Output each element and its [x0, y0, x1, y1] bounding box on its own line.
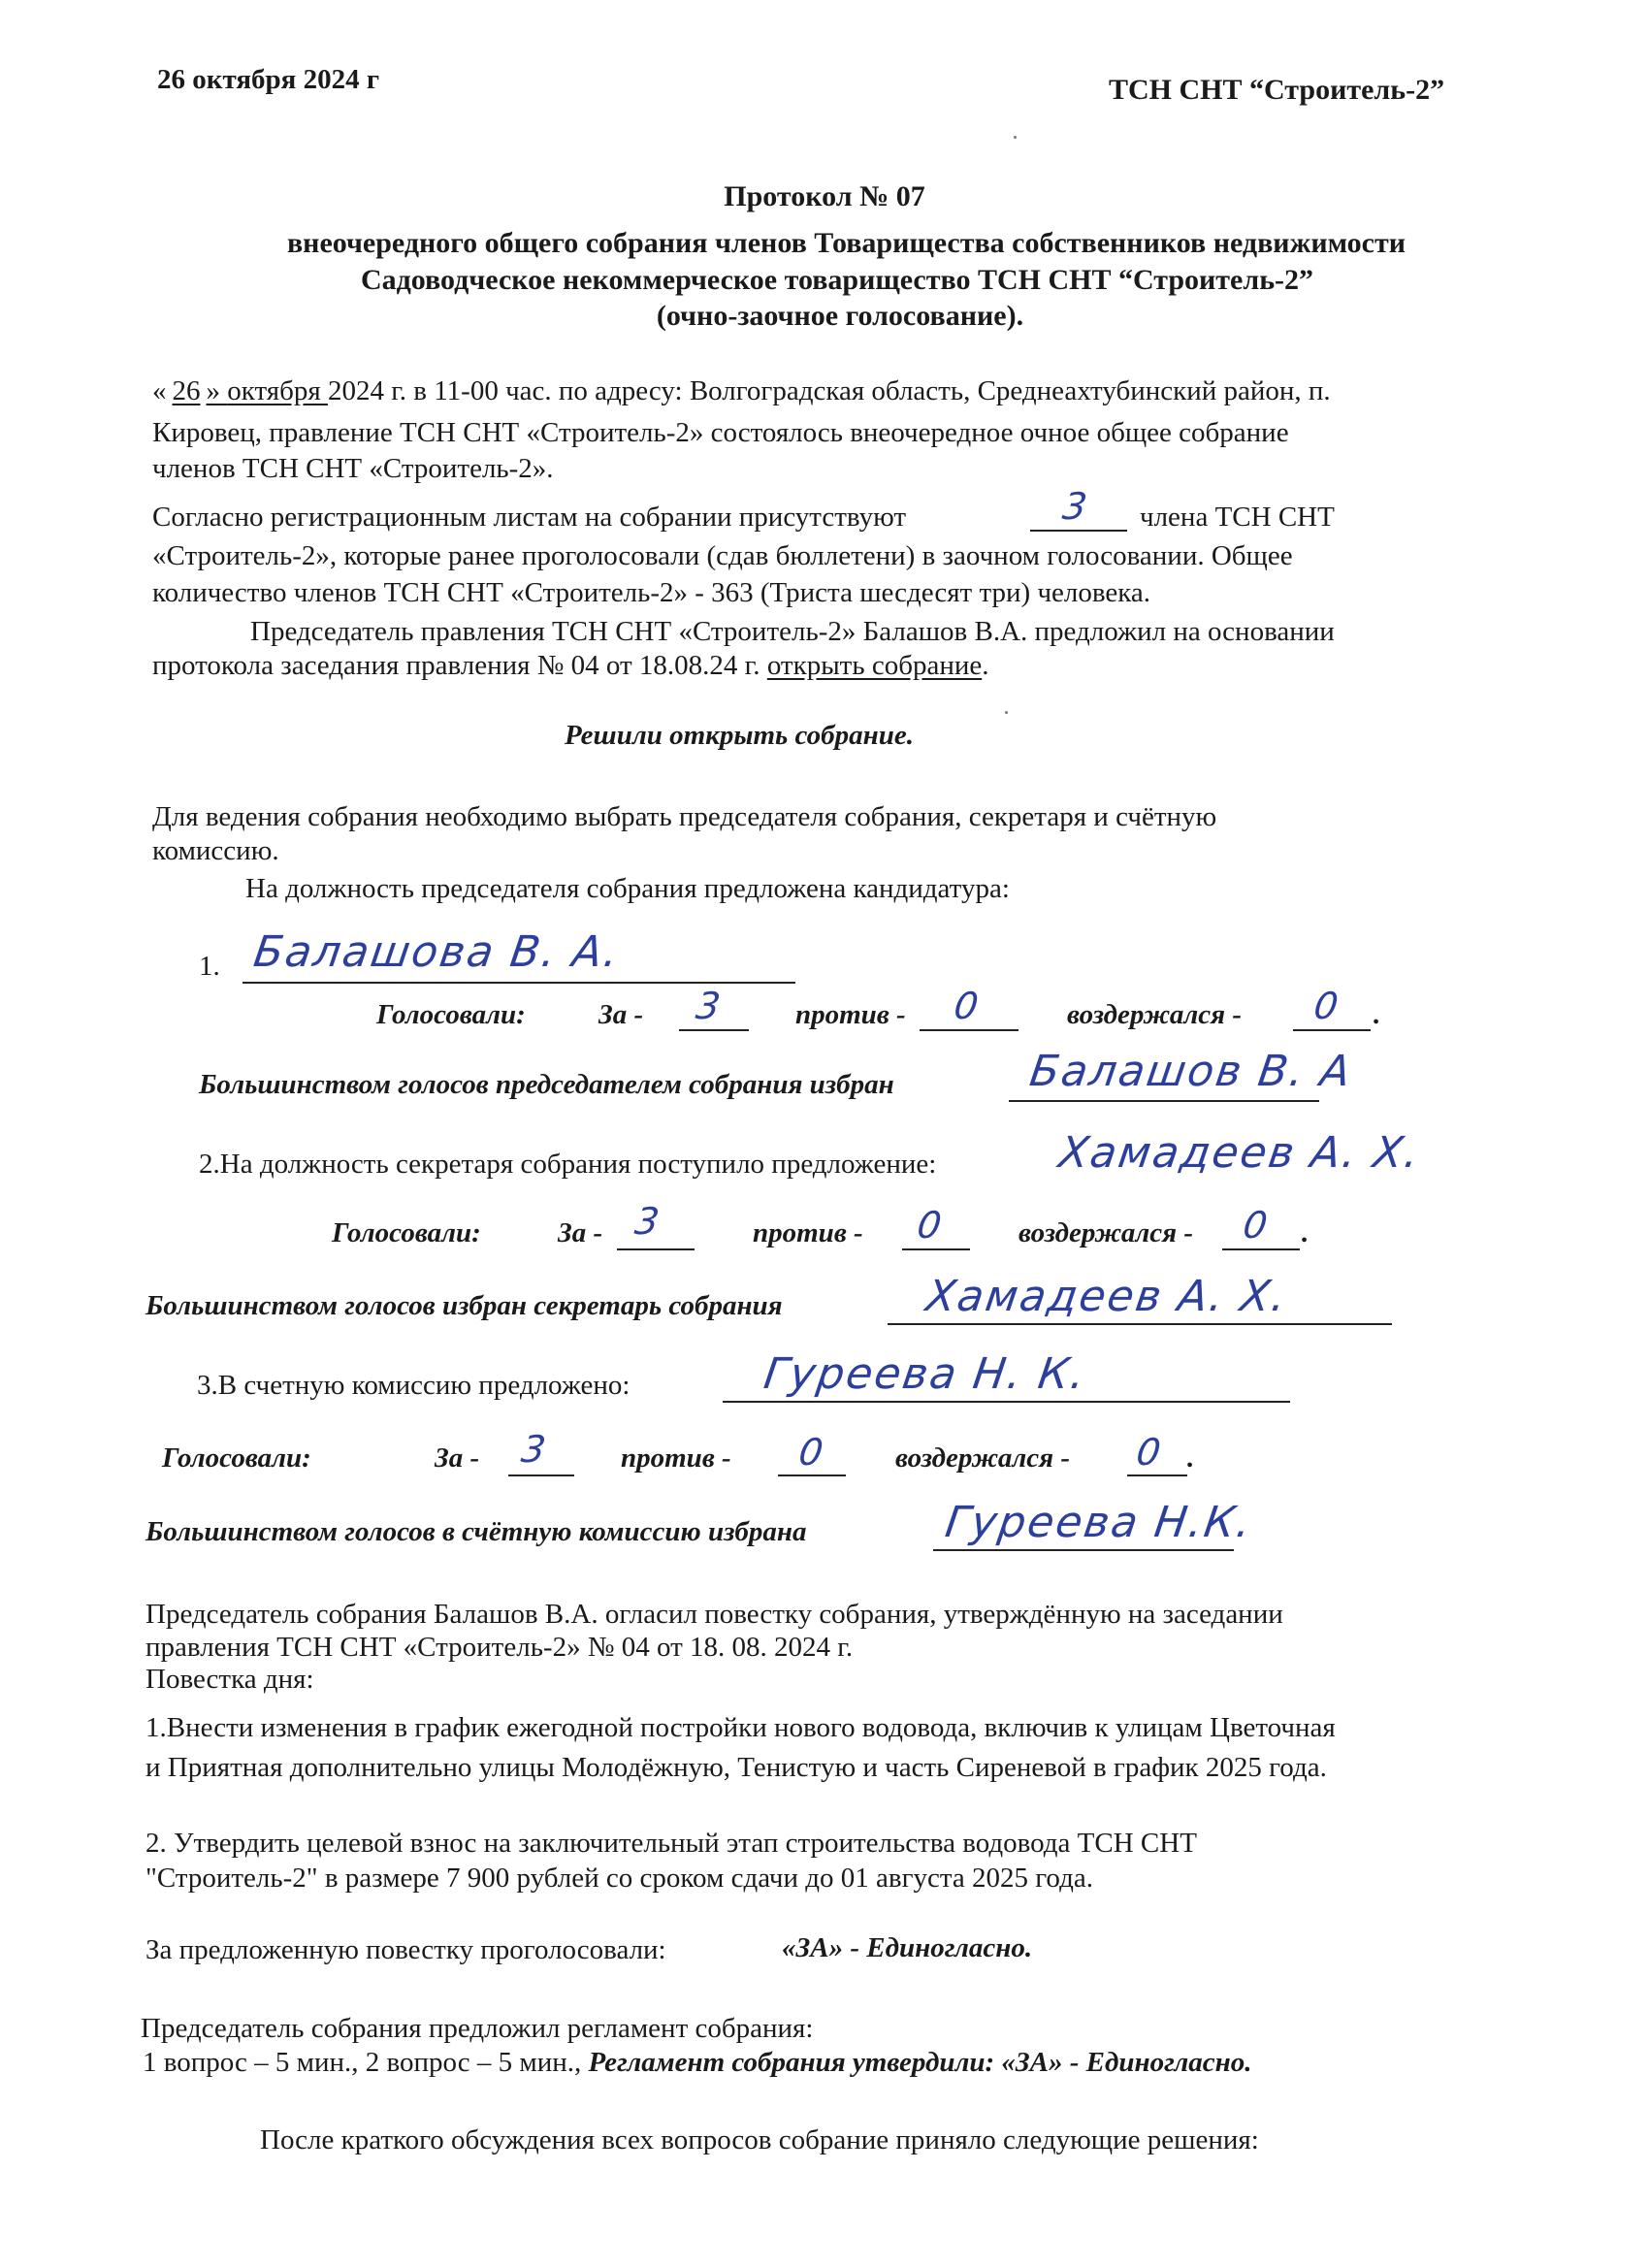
intro-date-line: « 26 » октября 2024 г. в 11-00 час. по адресу: Волгоградская область, Среднеахтубинский район, п. [152, 375, 1331, 406]
open-meeting-phrase: открыть собрание [766, 650, 983, 681]
agenda-item-1-line-2: и Приятная дополнительно улицы Молодёжную, Тенистую и часть Сиреневой в график 2025 года. [146, 1752, 1327, 1783]
scan-speck [1014, 136, 1017, 139]
agenda-item-2-line-1: 2. Утвердить целевой взнос на заключительный этап строительства водовода ТСН СНТ [146, 1828, 1197, 1859]
commission-item-text: 3.В счетную комиссию предложено: [197, 1370, 630, 1401]
agenda-announce-line-2: правления ТСН СНТ «Строитель-2» № 04 от 18. 08. 2024 г. [146, 1632, 854, 1663]
agenda-item-1-line-1: 1.Внести изменения в график ежегодной постройки нового водовода, включив к улицам Цветочная [146, 1712, 1336, 1743]
attendance-line-2: «Строитель-2», которые ранее проголосовали (сдав бюллетени) в заочном голосовании. Общее [152, 540, 1293, 571]
secretary-against-blank [902, 1248, 970, 1250]
secretary-abstain-label: воздержался - [1018, 1217, 1193, 1248]
commission-abstain-label: воздержался - [895, 1442, 1070, 1474]
header-org: ТСН СНТ “Строитель-2” [1109, 74, 1445, 106]
attendance-count: 3 [1059, 485, 1092, 528]
chair-against-blank [920, 1029, 1018, 1031]
commission-result-blank [933, 1549, 1234, 1551]
chair-item-number: 1. [199, 951, 220, 982]
attendance-line-3: количество членов ТСН СНТ «Строитель-2» - 363 (Триста шесдесят три) человека. [152, 577, 1151, 608]
commission-for-count: 3 [518, 1428, 551, 1471]
chair-candidate-name: Балашова В. А. [250, 927, 624, 977]
secretary-abstain-blank [1222, 1248, 1300, 1250]
elections-intro-line-2: комиссию. [152, 835, 279, 866]
commission-result-text: Большинством голосов в счётную комиссию избрана [146, 1516, 807, 1547]
chair-abstain-label: воздержался - [1067, 999, 1242, 1030]
proposal-line-2: протокола заседания правления № 04 от 18.08.24 г. открыть собрание. [152, 650, 989, 681]
secretary-result-text: Большинством голосов избран секретарь собрания [146, 1290, 783, 1321]
commission-against-blank [778, 1474, 846, 1476]
chair-result-text: Большинством голосов председателем собрания избран [199, 1069, 894, 1100]
agenda-vote-result: «ЗА» - Единогласно. [782, 1932, 1033, 1963]
attendance-blank [1030, 530, 1127, 532]
commission-vote-period: . [1187, 1442, 1195, 1474]
chair-prompt: На должность председателя собрания предложена кандидатура: [245, 873, 1010, 904]
chair-abstain-count: 0 [1310, 985, 1343, 1027]
intro-line-2: Кировец, правление ТСН СНТ «Строитель-2» состоялось внеочередное очное общее собрание [152, 417, 1289, 448]
commission-candidate-name: Гуреева Н. К. [760, 1349, 1090, 1399]
title-protocol-number: Протокол № 07 [724, 180, 925, 212]
commission-for-label: За - [435, 1442, 480, 1474]
secretary-candidate-name: Хамадеев А. Х. [1055, 1128, 1424, 1178]
secretary-vote-period: . [1302, 1217, 1310, 1248]
agenda-item-2-line-2: "Строитель-2" в размере 7 900 рублей со сроком сдачи до 01 августа 2025 года. [146, 1863, 1093, 1894]
meeting-month: октября [227, 375, 328, 406]
agenda-announce-line-1: Председатель собрания Балашов В.А. огласил повестку собрания, утверждённую на заседании [146, 1599, 1283, 1630]
secretary-result-blank [888, 1323, 1392, 1325]
secretary-for-blank [617, 1248, 695, 1250]
chair-vote-period: . [1374, 999, 1381, 1030]
decision-open-meeting: Решили открыть собрание. [565, 720, 914, 751]
chair-elected-name: Балашов В. А [1026, 1047, 1356, 1096]
meeting-day: 26 [172, 375, 201, 406]
scan-speck [1005, 711, 1008, 714]
commission-against-count: 0 [795, 1431, 828, 1474]
proposal-line-1: Председатель правления ТСН СНТ «Строитель-2» Балашов В.А. предложил на основании [250, 616, 1335, 647]
chair-against-label: против - [795, 999, 906, 1030]
secretary-elected-name: Хамадеев А. Х. [922, 1272, 1291, 1321]
commission-abstain-count: 0 [1133, 1431, 1166, 1474]
commission-abstain-blank [1127, 1474, 1187, 1476]
chair-result-blank [1009, 1100, 1319, 1102]
secretary-abstain-count: 0 [1240, 1204, 1273, 1247]
chair-abstain-blank [1293, 1029, 1371, 1031]
commission-vote-label: Голосовали: [162, 1442, 311, 1474]
regulations-line-1: Председатель собрания предложил регламент собрания: [141, 2013, 814, 2044]
commission-candidate-blank [723, 1401, 1290, 1403]
secretary-item-text: 2.На должность секретаря собрания поступило предложение: [199, 1149, 937, 1180]
secretary-for-count: 3 [631, 1200, 664, 1243]
title-voting-form: (очно-заочное голосование). [656, 300, 1024, 332]
chair-vote-label: Голосовали: [376, 999, 526, 1030]
closing-text: После краткого обсуждения всех вопросов собрание приняло следующие решения: [260, 2124, 1259, 2155]
agenda-vote-text: За предложенную повестку проголосовали: [146, 1934, 666, 1965]
chair-candidate-blank [242, 982, 795, 984]
commission-for-blank [508, 1474, 574, 1476]
commission-against-label: против - [621, 1442, 731, 1474]
regulations-line-2: 1 вопрос – 5 мин., 2 вопрос – 5 мин., Регламент собрания утвердили: «ЗА» - Единогласно. [143, 2047, 1252, 2078]
secretary-against-label: против - [753, 1217, 863, 1248]
secretary-vote-label: Голосовали: [332, 1217, 481, 1248]
chair-against-count: 0 [951, 985, 984, 1027]
secretary-for-label: За - [558, 1217, 603, 1248]
elections-intro-line-1: Для ведения собрания необходимо выбрать председателя собрания, секретаря и счётную [152, 801, 1217, 832]
secretary-against-count: 0 [914, 1204, 947, 1247]
chair-for-blank [679, 1029, 749, 1031]
commission-elected-name: Гуреева Н.К. [942, 1498, 1256, 1547]
attendance-text: Согласно регистрационным листам на собрании присутствуют [152, 502, 907, 533]
intro-line-3: членов ТСН СНТ «Строитель-2». [152, 453, 554, 484]
attendance-text-end: члена ТСН СНТ [1140, 502, 1335, 533]
title-organization: Садоводческое некоммерческое товарищество ТСН СНТ “Строитель-2” [360, 264, 1314, 296]
header-date: 26 октября 2024 г [157, 64, 379, 95]
agenda-heading: Повестка дня: [146, 1664, 314, 1695]
chair-for-label: За - [598, 999, 644, 1030]
regulations-approved: Регламент собрания утвердили: «ЗА» - Единогласно. [588, 2047, 1252, 2078]
title-meeting-type: внеочередного общего собрания членов Товарищества собственников недвижимости [286, 227, 1406, 259]
chair-for-count: 3 [693, 985, 726, 1027]
